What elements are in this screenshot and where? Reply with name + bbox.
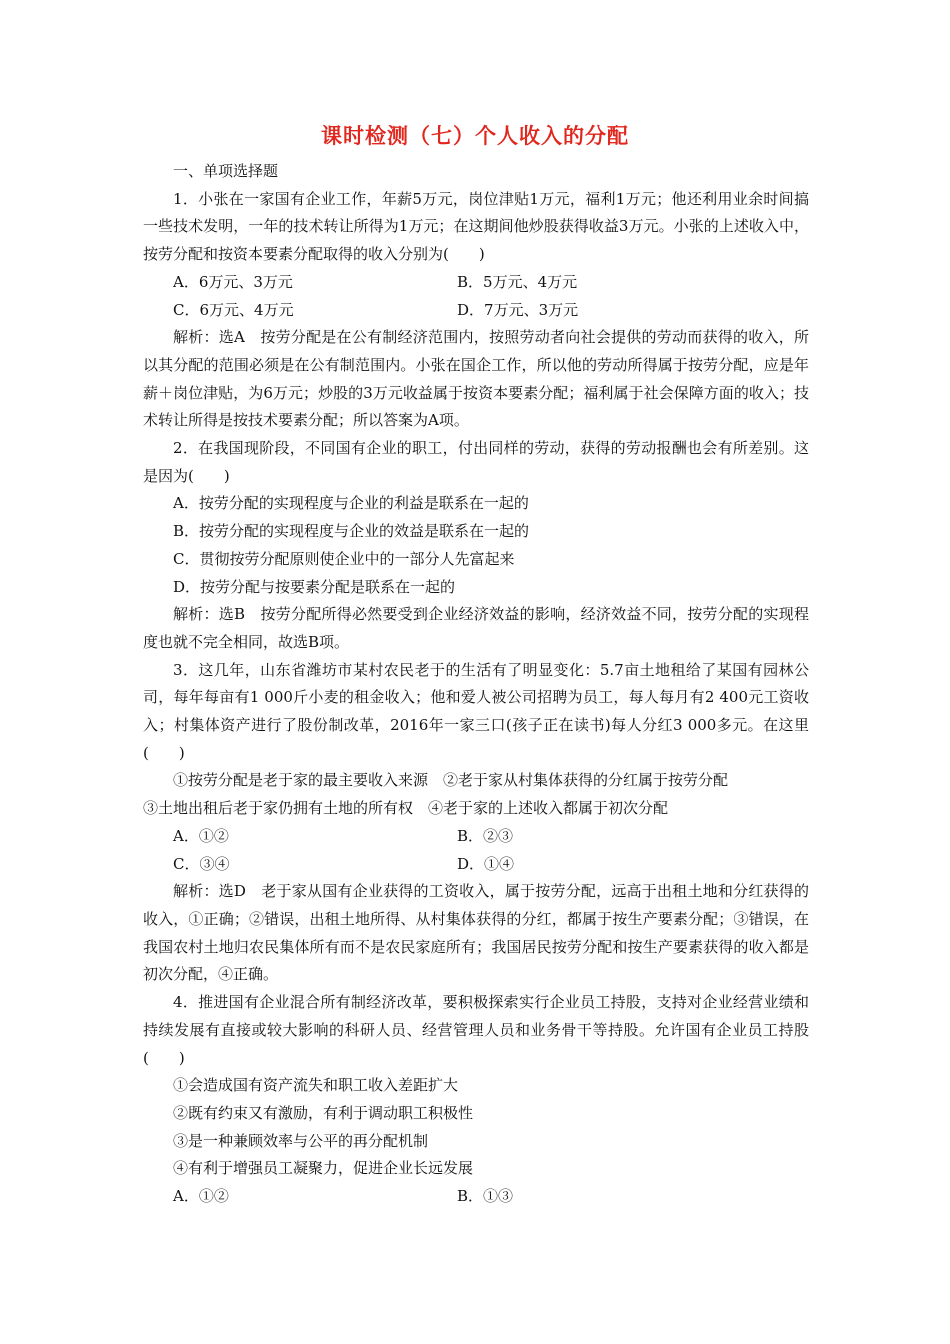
q2-option-c: C．贯彻按劳分配原则使企业中的一部分人先富起来: [173, 549, 515, 568]
q3-option-b: B．②③: [457, 826, 514, 845]
question-1-stem: 1．小张在一家国有企业工作，年薪5万元，岗位津贴1万元，福利1万元；他还利用业余时间搞一些技术发明，一年的技术转让所得为1万元；在这期间他炒股获得收益3万元。小张的上述收入中，按劳分配和按资本要素分配取得的收入分别为( ): [143, 189, 809, 264]
q3-option-d: D．①④: [457, 854, 515, 873]
q3-statements-1: ①按劳分配是老于家的最主要收入来源 ②老于家从村集体获得的分红属于按劳分配: [173, 771, 729, 790]
q4-statement-1: ①会造成国有资产流失和职工收入差距扩大: [173, 1076, 459, 1095]
question-1-analysis: 解析：选A 按劳分配是在公有制经济范围内，按照劳动者向社会提供的劳动而获得的收入，所以其分配的范围必须是在公有制范围内。小张在国企工作，所以他的劳动所得属于按劳分配，应是年薪＋岗位津贴，为6万元；炒股的3万元收益属于按资本要素分配；福利属于社会保障方面的收入；技术转让所得是按技术要素分配；所以答案为A项。: [143, 328, 809, 430]
q2-option-a: A．按劳分配的实现程度与企业的利益是联系在一起的: [173, 494, 529, 513]
question-1-options-row-1: [143, 269, 809, 297]
q2-option-b: B．按劳分配的实现程度与企业的效益是联系在一起的: [173, 522, 530, 541]
document-body: [143, 158, 809, 1211]
q3-statements-2: ③土地出租后老于家仍拥有土地的所有权 ④老于家的上述收入都属于初次分配: [143, 799, 669, 818]
page-title: 课时检测（七）个人收入的分配: [321, 124, 629, 148]
question-2-stem: 2．在我国现阶段，不同国有企业的职工，付出同样的劳动，获得的劳动报酬也会有所差别。这是因为( ): [143, 439, 809, 485]
q1-option-b: B．5万元、4万元: [457, 272, 578, 291]
q2-option-d: D．按劳分配与按要素分配是联系在一起的: [173, 577, 456, 596]
question-3-options-row-2: [143, 851, 809, 879]
question-3-options-row-1: [143, 823, 809, 851]
q4-statement-4: ④有利于增强员工凝聚力，促进企业长远发展: [173, 1159, 474, 1178]
question-2-analysis: 解析：选B 按劳分配所得必然要受到企业经济效益的影响，经济效益不同，按劳分配的实现程度也就不完全相同，故选B项。: [143, 605, 809, 651]
q1-option-a: A．6万元、3万元: [173, 272, 293, 291]
q4-option-a: A．①②: [173, 1187, 229, 1206]
q1-option-d: D．7万元、3万元: [457, 300, 579, 319]
q4-option-b: B．①③: [457, 1187, 514, 1206]
question-4-stem: 4．推进国有企业混合所有制经济改革，要积极探索实行企业员工持股，支持对企业经营业绩和持续发展有直接或较大影响的科研人员、经营管理人员和业务骨干等持股。允许国有企业员工持股( ): [143, 993, 809, 1067]
question-3-analysis: 解析：选D 老于家从国有企业获得的工资收入，属于按劳分配，远高于出租土地和分红获得的收入，①正确；②错误，出租土地所得、从村集体获得的分红，都属于按生产要素分配；③错误，在我国农村土地归农民集体所有而不是农民家庭所有；我国居民按劳分配和按生产要素获得的收入都是初次分配，④正确。: [143, 882, 809, 984]
q3-option-c: C．③④: [173, 854, 230, 873]
q3-option-a: A．①②: [173, 826, 229, 845]
question-1-options-row-2: [143, 297, 809, 325]
q4-statement-3: ③是一种兼顾效率与公平的再分配机制: [173, 1131, 429, 1150]
section-heading: 一、单项选择题: [173, 162, 279, 180]
q4-statement-2: ②既有约束又有激励，有利于调动职工积极性: [173, 1103, 474, 1122]
question-4-options-row-1: [143, 1183, 809, 1211]
q1-option-c: C．6万元、4万元: [173, 300, 294, 319]
question-3-stem: 3．这几年，山东省潍坊市某村农民老于的生活有了明显变化：5.7亩土地租给了某国有园林公司，每年每亩有1 000斤小麦的租金收入；他和爱人被公司招聘为员工，每人每月有2 400元工资收入；村集体资产进行了股份制改革，2016年一家三口(孩子正在读书)每人分红3 000多元。在这里( ): [143, 660, 809, 762]
